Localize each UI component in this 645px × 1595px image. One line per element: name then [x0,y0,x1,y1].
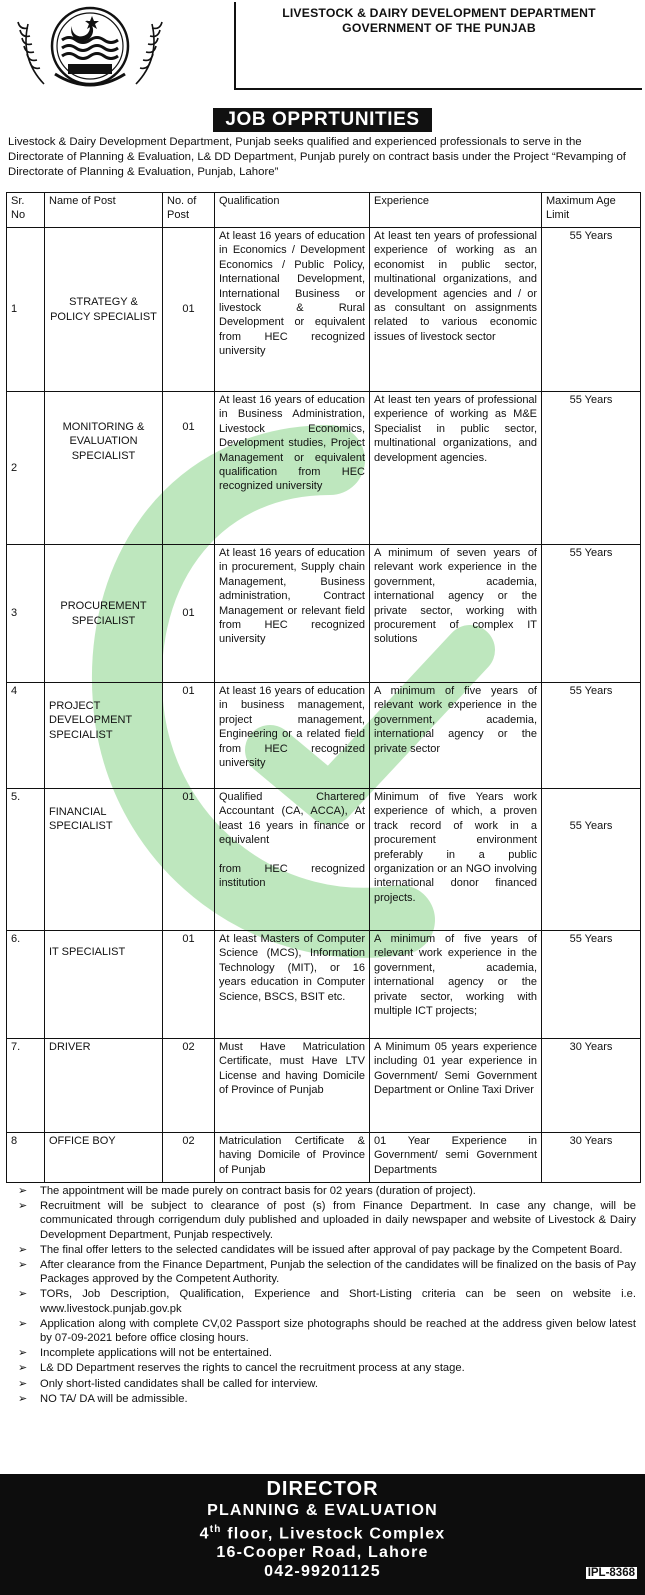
website-link-text: TORs, Job Description, Qualification, Experience and Short-Listing criteria can be seen on website i.e. www.livestock.punjab.gov.pk [40,1288,636,1315]
list-item: ➢ Recruitment will be subject to clearance of post (s) from Finance Department. In case any change, will be communicated through corrigendum duly published and uploaded in daily newspaper and website of Livestock & Dairy Development Department, Punjab respectively. [18,1200,636,1241]
arrow-bullet-icon: ➢ [18,1288,28,1301]
cell-age: 55 Years [542,931,641,1039]
qualification-text: Qualified Chartered Accountant (CA, ACCA), At least 16 years in finance or equivalent [219,791,365,847]
cell-sr: 6. [7,931,45,1039]
cell-posts: 01 [163,789,215,931]
cell-posts: 01 [163,392,215,545]
table-row [7,228,641,392]
arrow-bullet-icon: ➢ [18,1377,28,1390]
cell-posts: 02 [163,1133,215,1183]
cell-age: 30 Years [542,1039,641,1133]
department-name: LIVESTOCK & DAIRY DEVELOPMENT DEPARTMENT [282,6,596,20]
cell-post-name: IT SPECIALIST [45,931,163,1039]
col-experience: Experience [370,193,542,228]
cell-qualification [215,789,370,931]
col-sr: Sr. No [7,193,45,228]
department-header [234,2,642,90]
table-row [7,683,641,789]
office-name: PLANNING & EVALUATION [207,1502,438,1519]
address-road: 16-Cooper Road, Lahore [216,1544,429,1562]
cell-experience: A Minimum 05 years experience including 01 year experience in Government/ Semi Government Department or Online Taxi Driver [370,1039,542,1133]
director-title: DIRECTOR [266,1478,379,1500]
cell-sr: 2 [7,392,45,545]
cell-post-name: PROCUREMENT SPECIALIST [45,545,163,683]
arrow-bullet-icon: ➢ [18,1200,28,1213]
arrow-bullet-icon: ➢ [18,1185,28,1197]
cell-post-name: STRATEGY & POLICY SPECIALIST [45,228,163,392]
cell-sr: 3 [7,545,45,683]
cell-sr: 7. [7,1039,45,1133]
arrow-bullet-icon: ➢ [18,1362,28,1375]
cell-qualification: At least 16 years of education in Business Administration, Livestock Economics, Development studies, Project Management or equivalent qualification from HEC recognized university [215,392,370,545]
address-floor: 4th floor, Livestock Complex [199,1524,446,1543]
title-bar [0,108,645,132]
col-age: Maximum Age Limit [542,193,641,228]
cell-posts: 01 [163,228,215,392]
cell-qualification: Must Have Matriculation Certificate, must Have LTV License and having Domicile of Province of Punjab [215,1039,370,1133]
ipl-code: IPL-8368 [587,1567,635,1579]
punjab-government-emblem-icon [10,4,170,90]
arrow-bullet-icon: ➢ [18,1259,28,1272]
jobs-table [6,192,641,1183]
intro-paragraph: Livestock & Dairy Development Department, Punjab seeks qualified and experienced professionals to serve in the Directorate of Planning & Evaluation, L& DD Department, Punjab purely on contract basis under the Project “Revamping of Directorate of Planning & Evaluation, Punjab, Lahore” [8,136,626,178]
cell-experience: A minimum of five years of relevant work experience in the government, academia, international agency or the private sector, working with multiple ICT projects; [370,931,542,1039]
arrow-bullet-icon: ➢ [18,1317,28,1330]
cell-age: 55 Years [542,392,641,545]
arrow-bullet-icon: ➢ [18,1392,28,1405]
cell-sr: 5. [7,789,45,931]
cell-experience: A minimum of five years of relevant work experience in the government, academia, international agency or the private sector [370,683,542,789]
cell-sr: 4 [7,683,45,789]
cell-post-name: FINANCIAL SPECIALIST [45,789,163,931]
col-posts: No. of Post [163,193,215,228]
government-name: GOVERNMENT OF THE PUNJAB [342,21,536,35]
cell-post-name: OFFICE BOY [45,1133,163,1183]
cell-experience: A minimum of seven years of relevant work experience in the government, academia, international agency or the private sector, working with procurement of complex IT solutions [370,545,542,683]
cell-experience: 01 Year Experience in Government/ semi Government Departments [370,1133,542,1183]
cell-post-name: DRIVER [45,1039,163,1133]
cell-experience: Minimum of five Years work experience of which, a proven track record of work in a procurement environment preferably in a public organization or an NGO involving international donor financed projects. [370,789,542,931]
col-name: Name of Post [45,193,163,228]
list-item: ➢ Incomplete applications will not be entertained. [18,1347,272,1360]
table-row [7,545,641,683]
cell-post-name: MONITORING & EVALUATION SPECIALIST [45,392,163,545]
list-item: ➢ Application along with complete CV,02 Passport size photographs should be reached at the address given below latest by 07-09-2021 before office closing hours. [18,1317,636,1345]
cell-qualification: At least 16 years of education in Economics / Development Economics / Public Policy, International Development, International Business or livestock & Rural Development or equivalent from HEC recognized university [215,228,370,392]
cell-qualification: Matriculation Certificate & having Domicile of Province of Punjab [215,1133,370,1183]
list-item: ➢ Only short-listed candidates shall be called for interview. [18,1377,318,1390]
cell-posts: 01 [163,931,215,1039]
cell-sr: 8 [7,1133,45,1183]
cell-qualification: At least 16 years of education in business management, project management, Engineering or a related field from HEC recognized university [215,683,370,789]
table-row [7,1133,641,1183]
cell-experience: At least ten years of professional experience of working as M&E Specialist in public sector, multinational organizations, and development agencies. [370,392,542,545]
cell-age: 55 Years [542,545,641,683]
list-item: ➢ After clearance from the Finance Department, Punjab the selection of the candidates will be finalized on the basis of Pay Packages approved by the Competent Authority. [18,1259,636,1286]
list-item [6,1287,640,1315]
list-item: ➢ NO TA/ DA will be admissible. [18,1392,188,1405]
cell-age: 55 Years [542,789,641,931]
col-qualification: Qualification [215,193,370,228]
cell-experience: At least ten years of professional experience of working as an economist in public sector, multinational organizations, and development agencies and / or as consultant on assignments related to various economic issues of livestock sector [370,228,542,392]
arrow-bullet-icon: ➢ [18,1243,28,1256]
cell-age: 30 Years [542,1133,641,1183]
table-row [7,789,641,931]
phone-number: 042-99201125 [264,1563,381,1581]
table-row [7,1039,641,1133]
terms-list [6,1184,640,1407]
arrow-bullet-icon: ➢ [18,1347,28,1360]
contact-footer [0,1474,645,1595]
cell-sr: 1 [7,228,45,392]
cell-qualification: At least Masters of Computer Science (MCS), Information Technology (MIT), or 16 years education in Computer Science, BSCS, BSIT etc. [215,931,370,1039]
cell-qualification: At least 16 years of education in procurement, Supply chain Management, Business administration, Contract Management or relevant field from HEC recognized university [215,545,370,683]
cell-age: 55 Years [542,683,641,789]
cell-age: 55 Years [542,228,641,392]
cell-posts: 01 [163,545,215,683]
table-header-row [7,193,641,228]
list-item: ➢ The final offer letters to the selected candidates will be issued after approval of pay package by the Competent Board. [18,1243,623,1256]
qualification-text-extra: from HEC recognized institution [219,862,365,890]
cell-posts: 01 [163,683,215,789]
page-title: JOB OPPRTUNITIES [213,108,431,132]
list-item: ➢ The appointment will be made purely on contract basis for 02 years (duration of project). [18,1185,476,1197]
cell-post-name: PROJECT DEVELOPMENT SPECIALIST [45,683,163,789]
table-row [7,931,641,1039]
cell-posts: 02 [163,1039,215,1133]
table-row [7,392,641,545]
list-item: ➢ L& DD Department reserves the rights to cancel the recruitment process at any stage. [18,1362,465,1375]
